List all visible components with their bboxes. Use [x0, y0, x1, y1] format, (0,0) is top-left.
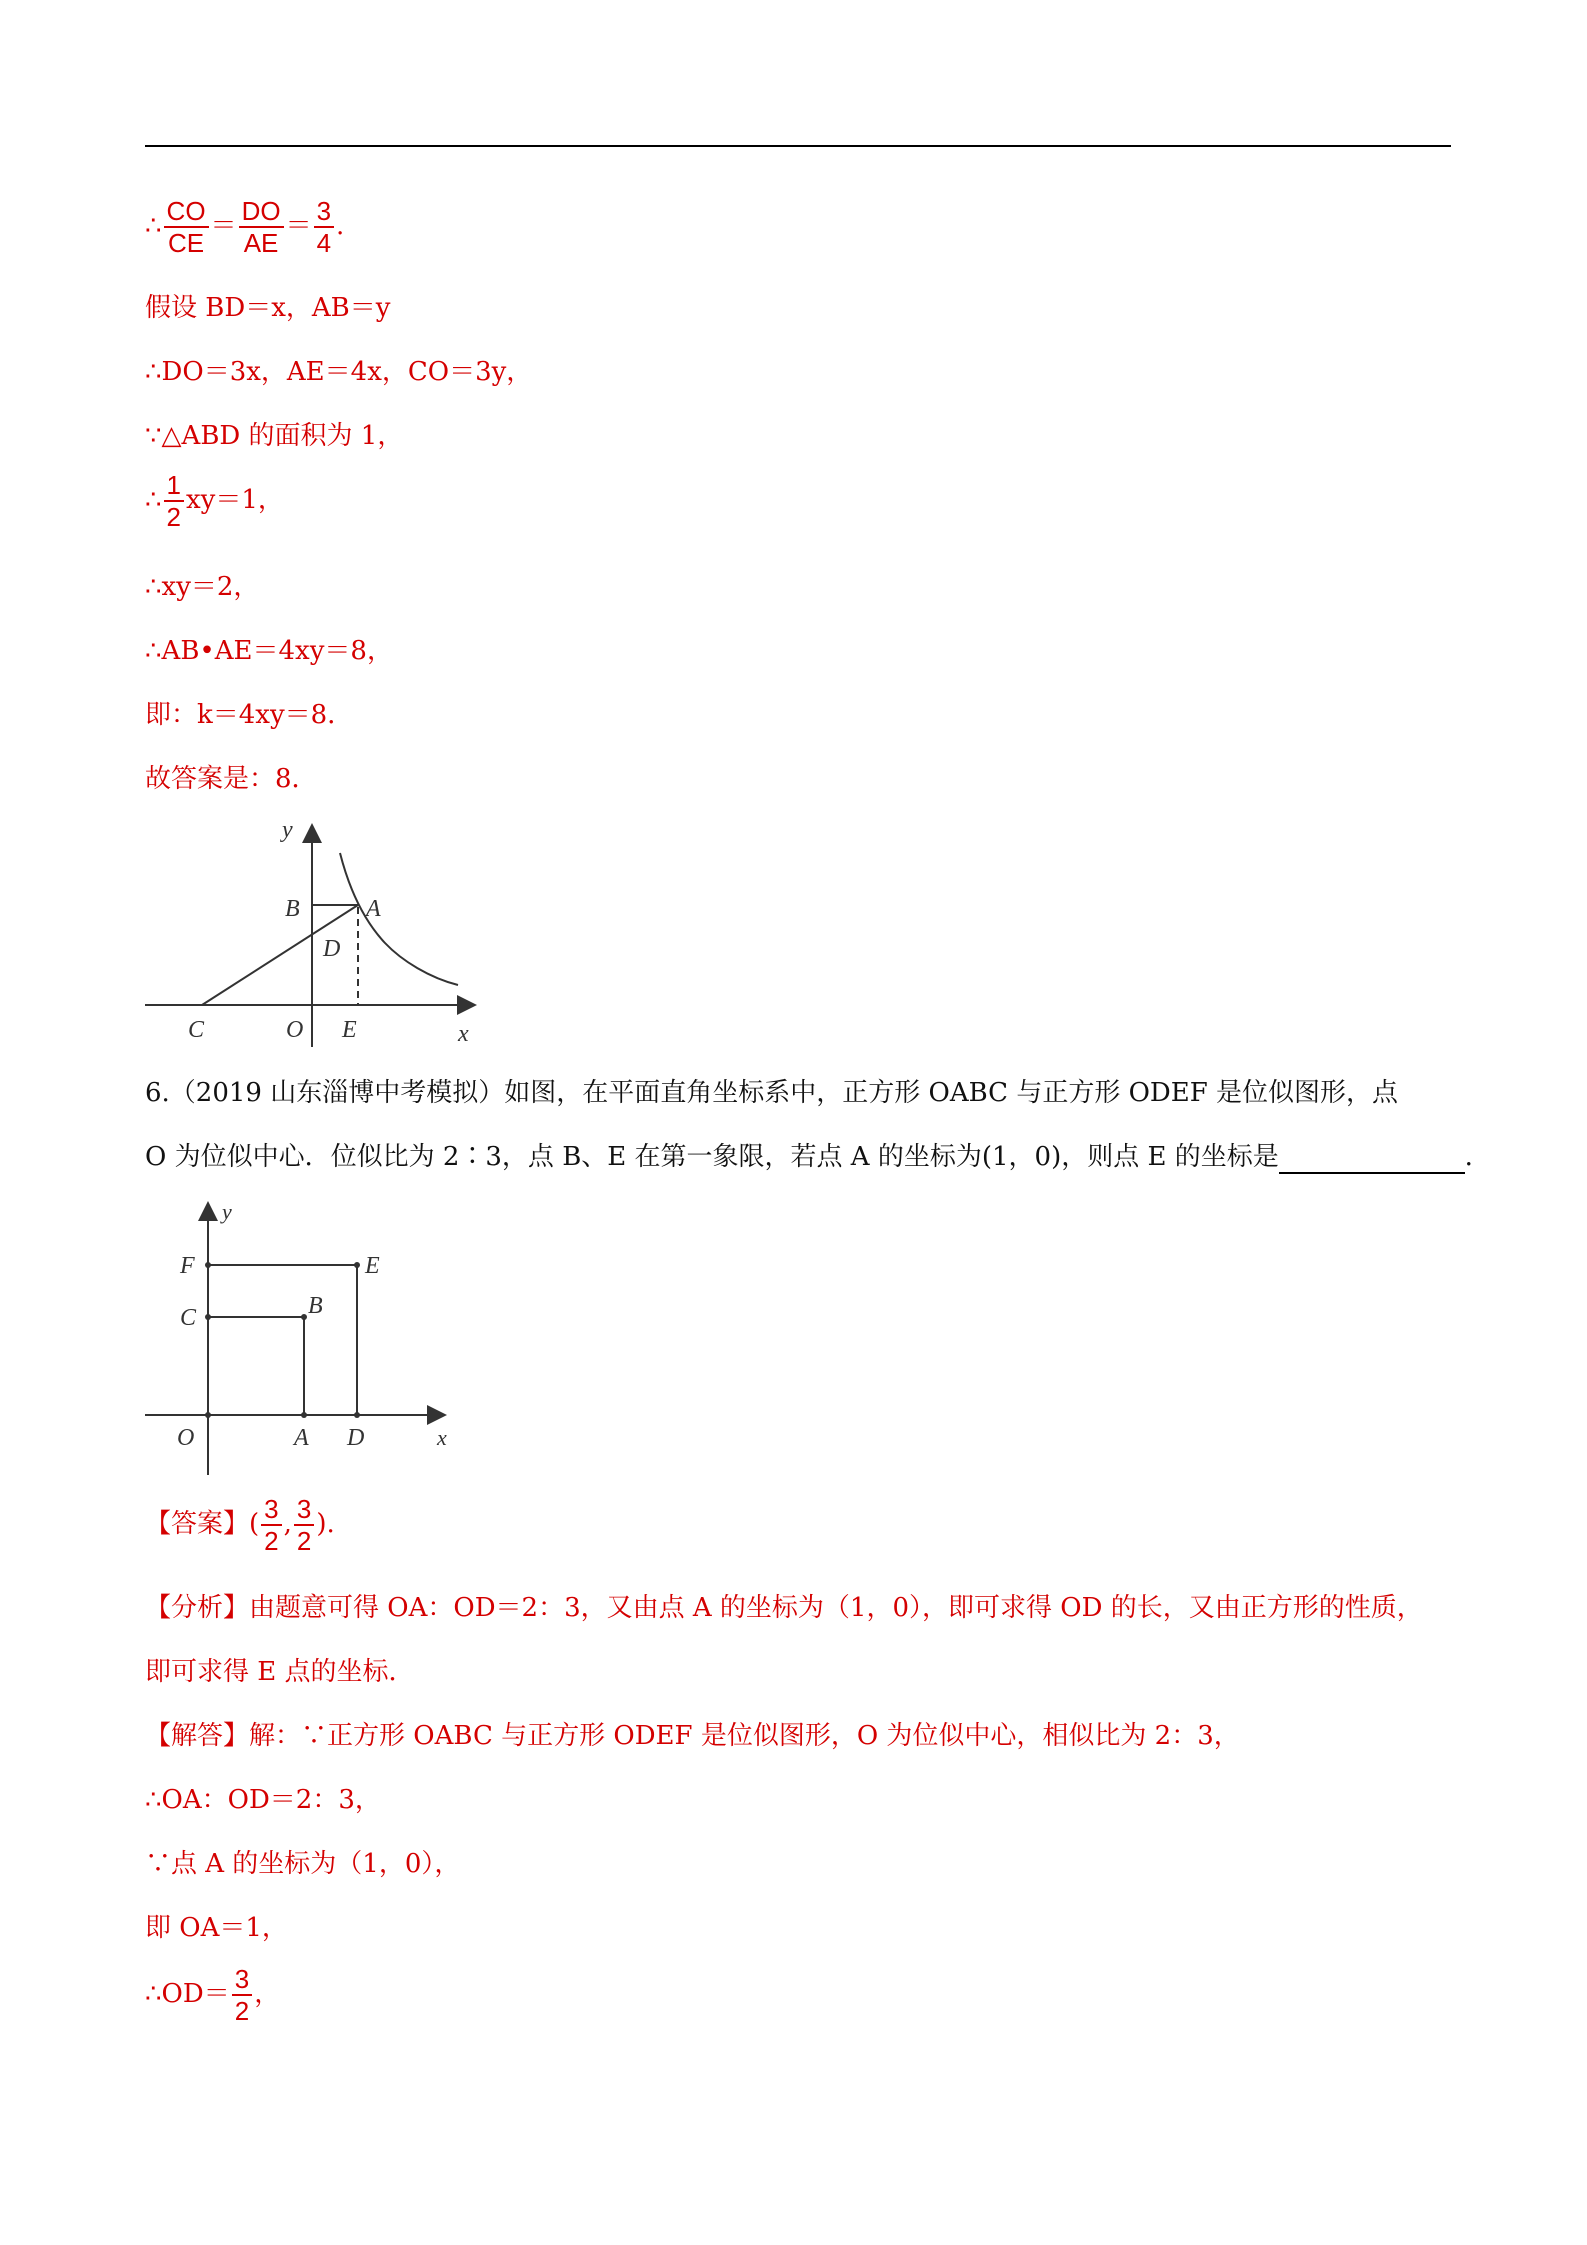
- fig1-label-x: x: [458, 1021, 469, 1047]
- question-6-line-2: O 为位似中心．位似比为 2∶3，点 B、E 在第一象限，若点 A 的坐标为(1，0)，则点 E 的坐标是 ．: [145, 1142, 1491, 1172]
- fig1-label-b: B: [285, 896, 300, 922]
- question-6-line-1: 6.（2019 山东淄博中考模拟）如图，在平面直角坐标系中，正方形 OABC 与正方形 ODEF 是位似图形，点: [145, 1078, 1399, 1108]
- figure-hyperbola: [140, 815, 490, 1050]
- analysis-tag: 【分析】: [145, 1593, 250, 1623]
- therefore-symbol: ∴: [145, 211, 162, 241]
- fraction-od: $\frac{3}{2}$: [232, 1964, 252, 2026]
- fig2-label-c: C: [180, 1305, 197, 1331]
- half-xy-line: ∴ $\frac{1}{2}$ xy＝1，: [145, 470, 284, 532]
- header-rule: [145, 145, 1451, 147]
- fraction-do-ae: $\frac{DO}{AE}$: [239, 196, 284, 258]
- solution-tag: 【解答】: [145, 1721, 250, 1751]
- answer-tag: 【答案】: [145, 1509, 250, 1539]
- answer-blank: [1279, 1146, 1465, 1174]
- fig2-label-o: O: [177, 1425, 195, 1451]
- assume-line: 假设 BD＝x，AB＝y: [145, 293, 391, 323]
- solution-line-2: ∴OA：OD＝2：3，: [145, 1785, 381, 1815]
- fraction-co-ce: $\frac{CO}{CE}$: [164, 196, 209, 258]
- area-line: ∵△ABD 的面积为 1，: [145, 421, 404, 451]
- xy-line: ∴xy＝2，: [145, 572, 260, 602]
- answer-8-line: 故答案是：8．: [145, 764, 318, 794]
- fig1-label-o: O: [286, 1017, 304, 1043]
- fraction-one-half: $\frac{1}{2}$: [164, 470, 184, 532]
- fraction-three-fourths: $\frac{3}{4}$: [314, 196, 334, 258]
- fig2-label-x: x: [437, 1425, 447, 1450]
- answer-line: 【答案】( $\frac{3}{2}$ , $\frac{3}{2}$ ).: [145, 1494, 335, 1556]
- ratio-line: ∴ $\frac{CO}{CE}$ ＝ $\frac{DO}{AE}$ ＝ $\frac{3}{4}$ .: [145, 196, 345, 258]
- solution-line-1: 【解答】解：∵正方形 OABC 与正方形 ODEF 是位似图形，O 为位似中心，相似比为 2：3，: [145, 1721, 1240, 1751]
- fraction-answer-x: $\frac{3}{2}$: [261, 1494, 281, 1556]
- fraction-answer-y: $\frac{3}{2}$: [294, 1494, 314, 1556]
- analysis-line-2: 即可求得 E 点的坐标．: [145, 1657, 415, 1687]
- fig1-label-a: A: [366, 896, 381, 922]
- solution-line-4: 即 OA＝1，: [145, 1913, 288, 1943]
- fig1-label-y: y: [282, 817, 293, 843]
- do-ae-co-line: ∴DO＝3x，AE＝4x，CO＝3y，: [145, 357, 533, 387]
- solution-line-3: ∵点 A 的坐标为（1，0），: [145, 1849, 461, 1879]
- fig2-label-d: D: [347, 1425, 365, 1451]
- solution-line-5: ∴OD＝ $\frac{3}{2}$ ，: [145, 1964, 281, 2026]
- fig2-label-f: F: [180, 1253, 195, 1279]
- fig2-label-e: E: [365, 1253, 380, 1279]
- fig2-label-a: A: [294, 1425, 309, 1451]
- ab-ae-line: ∴AB•AE＝4xy＝8，: [145, 636, 393, 666]
- fig1-label-d: D: [323, 936, 341, 962]
- analysis-line-1: 【分析】由题意可得 OA：OD＝2：3，又由点 A 的坐标为（1，0），即可求得 OD 的长，又由正方形的性质，: [145, 1593, 1423, 1623]
- figure-squares: [140, 1195, 470, 1480]
- fig2-label-y: y: [222, 1199, 232, 1224]
- fig1-label-c: C: [188, 1017, 205, 1043]
- k-line: 即：k＝4xy＝8．: [145, 700, 354, 730]
- fig1-label-e: E: [342, 1017, 357, 1043]
- fig2-label-b: B: [308, 1293, 323, 1319]
